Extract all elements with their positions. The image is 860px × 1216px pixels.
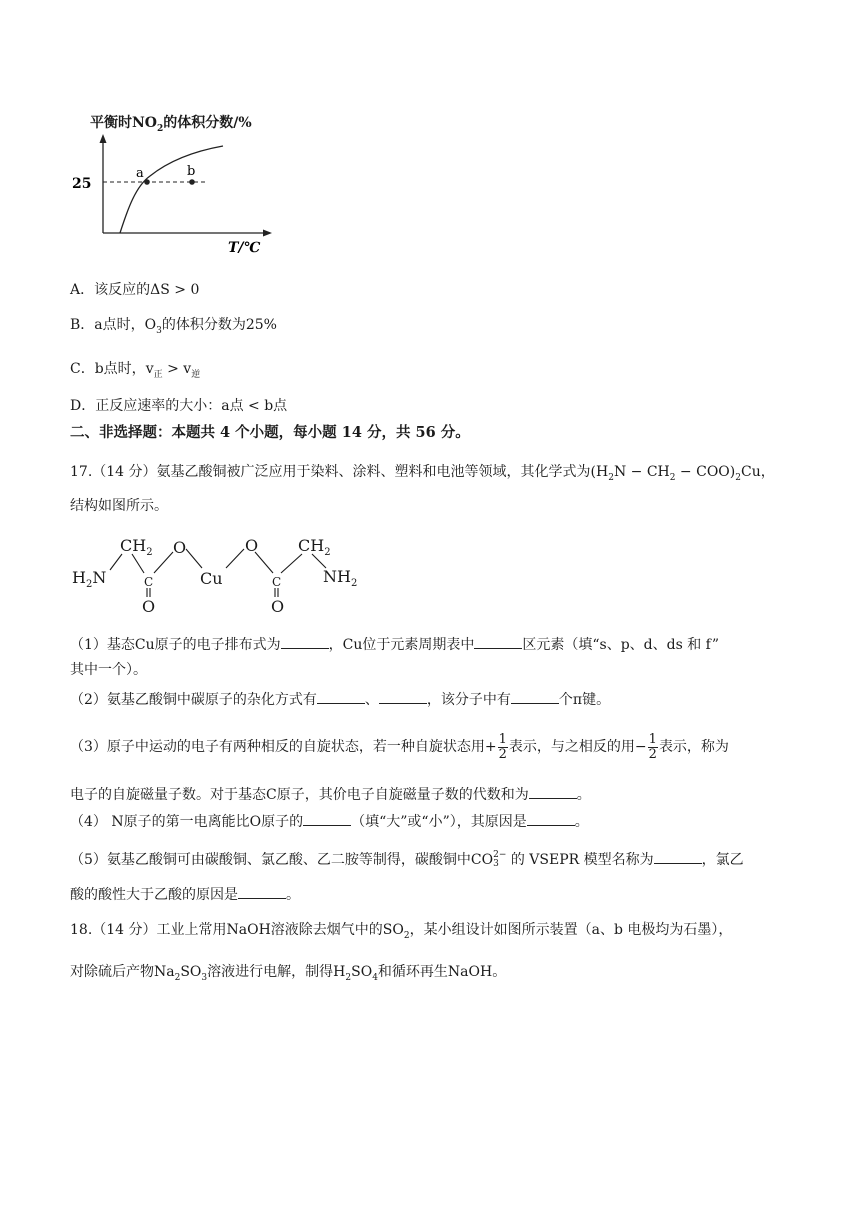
svg-text:O: O xyxy=(173,538,187,557)
svg-text:Cu: Cu xyxy=(200,569,223,588)
fraction-one-half: $\frac{1}{2}$ xyxy=(648,731,657,762)
section-heading: 二、非选择题：本题共 4 个小题，每小题 14 分，共 56 分。 xyxy=(70,424,470,441)
svg-text:O: O xyxy=(271,597,285,616)
q18-line1: 18.（14 分）工业上常用NaOH溶液除去烟气中的$SO_2$，某小组设计如图所示装置（a、b 电极均为石墨）， xyxy=(70,922,733,941)
answer-blank[interactable] xyxy=(474,634,522,649)
point-b-label: b xyxy=(187,164,196,179)
svg-text:C: C xyxy=(144,575,154,589)
answer-blank[interactable] xyxy=(527,811,575,826)
svg-text:NH2: $NH_2$ xyxy=(323,567,358,589)
answer-blank[interactable] xyxy=(303,811,351,826)
answer-blank[interactable] xyxy=(317,689,365,704)
q17-part3: （3）原子中运动的电子有两种相反的自旋状态，若一种自旋状态用+ $\frac{1}{2}$ 表示，与之相反的用− $\frac{1}{2}$ 表示，称为 xyxy=(70,731,729,762)
equilibrium-graph xyxy=(60,130,280,260)
q17-part3-cont: 电子的自旋磁量子数。对于基态C原子，其价电子自旋磁量子数的代数和为 。 xyxy=(70,784,591,805)
q17-part5-cont: 酸的酸性大于乙酸的原因是 。 xyxy=(70,884,300,905)
q18-line2: 对除硫后产物$Na_2SO_3$溶液进行电解，制得$H_2SO_4$和循环再生NaOH。 xyxy=(70,964,507,983)
svg-text:O: O xyxy=(245,536,259,555)
answer-blank[interactable] xyxy=(511,689,559,704)
answer-blank[interactable] xyxy=(281,634,329,649)
option-d: D．正反应速率的大小：a点 < b点 xyxy=(70,398,288,414)
copper-glycinate-structure xyxy=(66,530,376,620)
answer-blank[interactable] xyxy=(379,689,427,704)
svg-text:O: O xyxy=(142,597,156,616)
option-c: C．b点时，$v_正 > v_逆$ xyxy=(70,361,201,380)
svg-text:CH2: $CH_2$ xyxy=(298,536,331,558)
q17-part1-cont: 其中一个）。 xyxy=(70,662,147,678)
fraction-one-half: $\frac{1}{2}$ xyxy=(498,731,507,762)
q17-part2: （2）氨基乙酸铜中碳原子的杂化方式有 、 ，该分子中有 个π键。 xyxy=(70,689,610,710)
q17-intro: 17.（14 分）氨基乙酸铜被广泛应用于染料、涂料、塑料和电池等领域，其化学式为$(H_2N - CH_2 - COO)_2Cu$， xyxy=(70,464,775,483)
q17-part5: （5）氨基乙酸铜可由碳酸铜、氯乙酸、乙二胺等制得，碳酸铜中CO 2− 3 的 VSEPR 模型名称为 ，氯乙 xyxy=(70,850,744,869)
option-a: A．该反应的ΔS > 0 xyxy=(70,282,200,298)
point-a-label: a xyxy=(136,166,144,181)
answer-blank[interactable] xyxy=(529,784,577,799)
svg-text:C: C xyxy=(272,575,282,589)
option-b: B．a点时，$O_3$的体积分数为25% xyxy=(70,317,277,336)
answer-blank[interactable] xyxy=(654,849,702,864)
svg-text:CH2: $CH_2$ xyxy=(120,536,153,558)
q17-line2: 结构如图所示。 xyxy=(70,498,168,514)
q17-formula: $(H_2N - CH_2 - COO)_2Cu$， xyxy=(590,464,775,483)
q17-part1: （1）基态Cu原子的电子排布式为 ，Cu位于元素周期表中 区元素（填“s、p、d、ds 和 f” xyxy=(70,634,719,655)
graph-ylabel: 平衡时$NO_2$的体积分数/% xyxy=(90,115,252,134)
y-tick-25: 25 xyxy=(72,176,92,192)
q17-part4: （4） N原子的第一电离能比O原子的 （填“大”或“小”），其原因是 。 xyxy=(70,811,589,832)
x-axis-label: T/℃ xyxy=(228,240,261,256)
answer-blank[interactable] xyxy=(238,884,286,899)
svg-text:H2N: $H_2N$ xyxy=(72,568,107,590)
